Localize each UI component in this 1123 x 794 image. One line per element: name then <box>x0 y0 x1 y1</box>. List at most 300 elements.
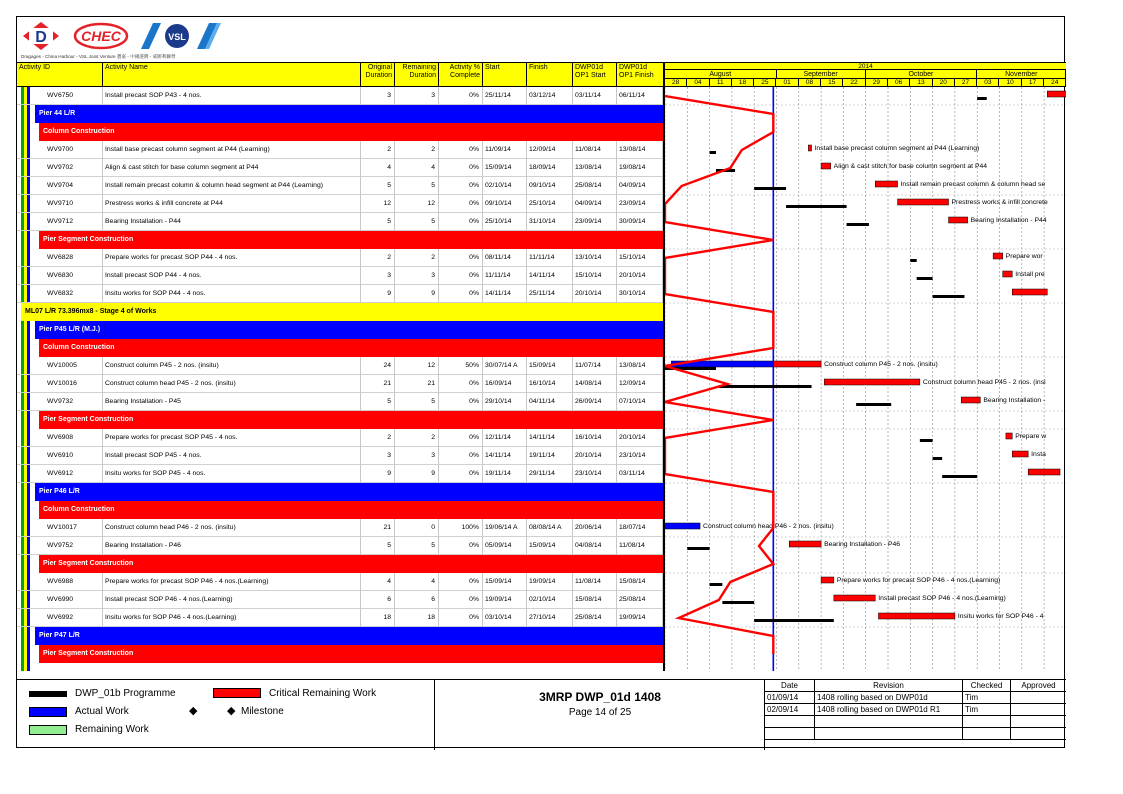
baseline-bar <box>933 457 943 460</box>
timescale-year: 2014 <box>665 63 1066 70</box>
activity-name: Align & cast stitch for base column segment at P44 <box>103 159 361 177</box>
legend-baseline-swatch <box>29 691 67 697</box>
activity-row[interactable] <box>17 519 663 537</box>
remaining-duration: 3 <box>395 267 439 285</box>
finish-date: 25/10/14 <box>527 195 573 213</box>
percent-complete: 0% <box>439 213 483 231</box>
start-date: 19/09/14 <box>483 591 527 609</box>
wbs-band[interactable]: Pier Segment Construction <box>39 645 663 663</box>
vsl-logo <box>139 21 221 51</box>
critical-bar <box>808 145 811 151</box>
revision-header-checked: Checked <box>963 680 1011 692</box>
wbs-band[interactable]: Column Construction <box>39 501 663 519</box>
activity-name: Prepare works for precast SOP P46 - 4 nos.(Learning) <box>103 573 361 591</box>
activity-name: Install base precast column segment at P44 (Learning) <box>103 141 361 159</box>
op1-start-date: 04/08/14 <box>573 537 617 555</box>
remaining-duration: 12 <box>395 195 439 213</box>
gantt-chart <box>663 87 1066 671</box>
percent-complete: 0% <box>439 177 483 195</box>
activity-name: Install remain precast column & column head segment at P44 (Learning) <box>103 177 361 195</box>
header-start[interactable]: Start <box>483 63 527 87</box>
activity-id: WV9704 <box>43 177 103 195</box>
logo-vsl-text: VSL <box>168 32 186 42</box>
activity-row[interactable] <box>17 375 663 393</box>
op1-finish-date: 25/08/14 <box>617 591 663 609</box>
original-duration: 5 <box>361 213 395 231</box>
start-date: 14/11/14 <box>483 285 527 303</box>
legend <box>17 680 435 750</box>
activity-row[interactable] <box>17 267 663 285</box>
finish-date: 25/11/14 <box>527 285 573 303</box>
op1-start-date: 23/09/14 <box>573 213 617 231</box>
original-duration: 2 <box>361 141 395 159</box>
revision-checked: Tim <box>963 692 1011 704</box>
timescale-week: 25 <box>754 79 776 87</box>
milestone-diamond-icon-2: ◆ <box>227 705 236 717</box>
op1-start-date: 20/10/14 <box>573 285 617 303</box>
logo-d-text: D <box>35 29 47 46</box>
timescale-week: 20 <box>933 79 955 87</box>
original-duration: 5 <box>361 537 395 555</box>
op1-finish-date: 18/07/14 <box>617 519 663 537</box>
op1-start-date: 11/07/14 <box>573 357 617 375</box>
original-duration: 5 <box>361 177 395 195</box>
revision-empty-cell <box>1011 716 1066 728</box>
activity-row[interactable] <box>17 573 663 591</box>
activity-id: WV6830 <box>43 267 103 285</box>
original-duration: 12 <box>361 195 395 213</box>
wbs-band[interactable]: Pier P47 L/R <box>35 627 663 645</box>
activity-table <box>17 87 663 671</box>
op1-finish-date: 13/08/14 <box>617 357 663 375</box>
op1-start-date: 03/11/14 <box>573 87 617 105</box>
activity-row[interactable] <box>17 447 663 465</box>
baseline-bar <box>710 151 716 154</box>
original-duration: 3 <box>361 87 395 105</box>
op1-start-date: 23/10/14 <box>573 465 617 483</box>
remaining-duration: 3 <box>395 87 439 105</box>
activity-row[interactable] <box>17 591 663 609</box>
activity-id: WV10016 <box>43 375 103 393</box>
activity-row[interactable] <box>17 141 663 159</box>
revision-empty-cell <box>765 716 815 728</box>
remaining-duration: 21 <box>395 375 439 393</box>
baseline-bar <box>754 187 786 190</box>
op1-start-date: 16/10/14 <box>573 429 617 447</box>
activity-name: Prepare works for precast SOP P45 - 4 nos. <box>103 429 361 447</box>
activity-id: WV6908 <box>43 429 103 447</box>
remaining-duration: 5 <box>395 537 439 555</box>
legend-milestone-label: Milestone <box>241 706 284 717</box>
start-date: 09/10/14 <box>483 195 527 213</box>
activity-row[interactable] <box>17 285 663 303</box>
original-duration: 9 <box>361 285 395 303</box>
activity-name: Construct column head P45 - 2 nos. (insitu) <box>103 375 361 393</box>
original-duration: 2 <box>361 249 395 267</box>
timescale-month: August <box>665 70 777 79</box>
baseline-bar <box>856 403 891 406</box>
revision-header-row <box>765 680 1066 692</box>
baseline-bar <box>933 295 965 298</box>
activity-row[interactable] <box>17 159 663 177</box>
gantt-canvas <box>665 87 1066 671</box>
revision-approved <box>1011 692 1066 704</box>
op1-finish-date: 03/11/14 <box>617 465 663 483</box>
start-date: 16/09/14 <box>483 375 527 393</box>
wbs-band[interactable]: Pier Segment Construction <box>39 555 663 573</box>
start-date: 25/10/14 <box>483 213 527 231</box>
baseline-bar <box>710 583 723 586</box>
activity-row[interactable] <box>17 357 663 375</box>
critical-bar <box>949 217 968 223</box>
original-duration: 4 <box>361 159 395 177</box>
legend-actual-label: Actual Work <box>75 706 129 717</box>
revision-empty-cell <box>963 716 1011 728</box>
start-date: 03/10/14 <box>483 609 527 627</box>
activity-row[interactable] <box>17 537 663 555</box>
timescale-week: 18 <box>732 79 754 87</box>
remaining-duration: 5 <box>395 213 439 231</box>
op1-start-date: 04/09/14 <box>573 195 617 213</box>
percent-complete: 0% <box>439 429 483 447</box>
dragages-logo <box>21 21 61 51</box>
timescale-week: 06 <box>888 79 910 87</box>
critical-bar <box>878 613 954 619</box>
finish-date: 19/09/14 <box>527 573 573 591</box>
original-duration: 2 <box>361 429 395 447</box>
percent-complete: 0% <box>439 159 483 177</box>
finish-date: 18/09/14 <box>527 159 573 177</box>
critical-bar <box>834 595 875 601</box>
timescale-week: 28 <box>665 79 687 87</box>
activity-id: WV10005 <box>43 357 103 375</box>
remaining-duration: 2 <box>395 249 439 267</box>
critical-bar <box>1003 271 1013 277</box>
activity-id: WV6988 <box>43 573 103 591</box>
op1-finish-date: 20/10/14 <box>617 429 663 447</box>
header-remaining-duration[interactable]: Remaining Duration <box>395 63 439 87</box>
original-duration: 3 <box>361 267 395 285</box>
bar-label: Prepare w <box>1015 433 1047 440</box>
revision-empty-cell <box>815 728 963 740</box>
activity-id: WV6990 <box>43 591 103 609</box>
legend-actual-swatch <box>29 707 67 717</box>
finish-date: 02/10/14 <box>527 591 573 609</box>
activity-row[interactable] <box>17 393 663 411</box>
activity-row[interactable] <box>17 195 663 213</box>
activity-id: WV6750 <box>43 87 103 105</box>
critical-bar <box>1047 91 1066 97</box>
remaining-duration: 2 <box>395 429 439 447</box>
start-date: 19/11/14 <box>483 465 527 483</box>
baseline-bar <box>754 619 834 622</box>
timescale-week: 10 <box>1000 79 1022 87</box>
remaining-duration: 4 <box>395 159 439 177</box>
revision-row-empty <box>765 716 1066 728</box>
percent-complete: 0% <box>439 375 483 393</box>
remaining-duration: 2 <box>395 141 439 159</box>
activity-row[interactable] <box>17 213 663 231</box>
percent-complete: 0% <box>439 267 483 285</box>
start-date: 02/10/14 <box>483 177 527 195</box>
legend-critical-label: Critical Remaining Work <box>269 688 377 699</box>
remaining-duration: 5 <box>395 393 439 411</box>
wbs-band[interactable]: Pier Segment Construction <box>39 231 663 249</box>
timescale-week: 24 <box>1044 79 1066 87</box>
op1-start-date: 13/10/14 <box>573 249 617 267</box>
activity-id: WV9732 <box>43 393 103 411</box>
activity-id: WV6912 <box>43 465 103 483</box>
op1-start-date: 14/08/14 <box>573 375 617 393</box>
finish-date: 27/10/14 <box>527 609 573 627</box>
critical-bar <box>824 379 920 385</box>
page-frame <box>16 16 1065 748</box>
op1-start-date: 20/10/14 <box>573 447 617 465</box>
bar-label: Construct column head P46 - 2 nos. (insitu) <box>703 523 834 530</box>
activity-name: Insitu works for SOP P44 - 4 nos. <box>103 285 361 303</box>
timescale-week: 13 <box>910 79 932 87</box>
activity-name: Construct column head P46 - 2 nos. (insitu) <box>103 519 361 537</box>
remaining-duration: 18 <box>395 609 439 627</box>
percent-complete: 0% <box>439 609 483 627</box>
bar-label: Insitu works for SOP P46 - 4 <box>957 613 1044 620</box>
finish-date: 15/09/14 <box>527 537 573 555</box>
revision-row-empty <box>765 728 1066 740</box>
start-date: 15/09/14 <box>483 573 527 591</box>
remaining-duration: 5 <box>395 177 439 195</box>
op1-finish-date: 15/10/14 <box>617 249 663 267</box>
header-activity-name[interactable]: Activity Name <box>103 63 361 87</box>
original-duration: 21 <box>361 519 395 537</box>
finish-date: 14/11/14 <box>527 429 573 447</box>
original-duration: 6 <box>361 591 395 609</box>
op1-start-date: 25/08/14 <box>573 177 617 195</box>
critical-bar <box>821 163 831 169</box>
activity-id: WV9700 <box>43 141 103 159</box>
finish-date: 31/10/14 <box>527 213 573 231</box>
header-finish[interactable]: Finish <box>527 63 573 87</box>
bar-label: Construct column head P45 - 2 nos. (insi <box>922 379 1046 386</box>
baseline-bar <box>847 223 869 226</box>
activity-id: WV6828 <box>43 249 103 267</box>
header-original-duration[interactable]: Original Duration <box>361 63 395 87</box>
op1-finish-date: 30/09/14 <box>617 213 663 231</box>
activity-name: Construct column P45 - 2 nos. (insitu) <box>103 357 361 375</box>
legend-remaining-swatch <box>29 725 67 735</box>
start-date: 19/06/14 A <box>483 519 527 537</box>
wbs-band[interactable]: Pier P46 L/R <box>35 483 663 501</box>
start-date: 11/09/14 <box>483 141 527 159</box>
revision-date: 02/09/14 <box>765 704 815 716</box>
activity-id: WV9710 <box>43 195 103 213</box>
baseline-bar <box>977 97 987 100</box>
op1-start-date: 15/10/14 <box>573 267 617 285</box>
op1-finish-date: 11/08/14 <box>617 537 663 555</box>
activity-name: Insitu works for SOP P45 - 4 nos. <box>103 465 361 483</box>
header-op1-start[interactable]: DWP01d OP1 Start <box>573 63 617 87</box>
finish-date: 12/09/14 <box>527 141 573 159</box>
activity-row[interactable] <box>17 87 663 105</box>
critical-bar <box>773 361 821 367</box>
revision-checked: Tim <box>963 704 1011 716</box>
finish-date: 11/11/14 <box>527 249 573 267</box>
finish-date: 29/11/14 <box>527 465 573 483</box>
op1-finish-date: 19/08/14 <box>617 159 663 177</box>
percent-complete: 0% <box>439 465 483 483</box>
activity-name: Install precast SOP P43 - 4 nos. <box>103 87 361 105</box>
remaining-duration: 9 <box>395 465 439 483</box>
percent-complete: 50% <box>439 357 483 375</box>
activity-name: Install precast SOP P45 - 4 nos. <box>103 447 361 465</box>
start-date: 12/11/14 <box>483 429 527 447</box>
critical-bar <box>961 397 980 403</box>
legend-critical-swatch <box>213 688 261 698</box>
revision-text: 1408 rolling based on DWP01d R1 <box>815 704 963 716</box>
timescale-week: 22 <box>843 79 865 87</box>
baseline-bar <box>942 475 977 478</box>
revision-empty-cell <box>815 716 963 728</box>
revision-empty-cell <box>1011 728 1066 740</box>
progress-line <box>665 96 773 654</box>
percent-complete: 100% <box>439 519 483 537</box>
activity-row[interactable] <box>17 465 663 483</box>
original-duration: 21 <box>361 375 395 393</box>
revision-empty-cell <box>765 728 815 740</box>
op1-finish-date: 04/09/14 <box>617 177 663 195</box>
bar-label: Align & cast stitch for base column segment at P44 <box>833 163 988 170</box>
revision-text: 1408 rolling based on DWP01d <box>815 692 963 704</box>
critical-bar <box>898 199 949 205</box>
critical-bar <box>1012 451 1028 457</box>
activity-name: Bearing Installation - P46 <box>103 537 361 555</box>
op1-finish-date: 23/09/14 <box>617 195 663 213</box>
activity-id: WV9752 <box>43 537 103 555</box>
timescale-month: October <box>866 70 978 79</box>
op1-finish-date: 30/10/14 <box>617 285 663 303</box>
timescale-week: 04 <box>687 79 709 87</box>
wbs-band[interactable]: Column Construction <box>39 123 663 141</box>
page-number: Page 14 of 25 <box>568 707 632 718</box>
op1-start-date: 11/08/14 <box>573 141 617 159</box>
wbs-band[interactable]: Column Construction <box>39 339 663 357</box>
activity-name: Insitu works for SOP P46 - 4 nos.(Learning) <box>103 609 361 627</box>
original-duration: 4 <box>361 573 395 591</box>
finish-date: 19/11/14 <box>527 447 573 465</box>
finish-date: 08/08/14 A <box>527 519 573 537</box>
original-duration: 5 <box>361 393 395 411</box>
header-activity-complete[interactable]: Activity % Complete <box>439 63 483 87</box>
revision-row <box>765 692 1066 704</box>
wbs-band[interactable]: ML07 L/R 73.396mx8 - Stage 4 of Works <box>21 303 663 321</box>
schedule-title: 3MRP DWP_01d 1408 <box>539 690 661 704</box>
start-date: 08/11/14 <box>483 249 527 267</box>
finish-date: 16/10/14 <box>527 375 573 393</box>
bar-label: Prestress works & infill concrete <box>951 199 1048 206</box>
timescale-header <box>663 63 1066 87</box>
wbs-band[interactable]: Pier P45 L/R (M.J.) <box>35 321 663 339</box>
timescale-week: 29 <box>866 79 888 87</box>
op1-finish-date: 20/10/14 <box>617 267 663 285</box>
op1-finish-date: 13/08/14 <box>617 141 663 159</box>
op1-finish-date: 15/08/14 <box>617 573 663 591</box>
activity-row[interactable] <box>17 177 663 195</box>
finish-date: 03/12/14 <box>527 87 573 105</box>
original-duration: 18 <box>361 609 395 627</box>
bar-label: Install pre <box>1015 271 1045 278</box>
activity-id: WV6910 <box>43 447 103 465</box>
timescale-week: 27 <box>955 79 977 87</box>
activity-row[interactable] <box>17 249 663 267</box>
baseline-bar <box>920 439 933 442</box>
op1-start-date: 15/08/14 <box>573 591 617 609</box>
start-date: 29/10/14 <box>483 393 527 411</box>
percent-complete: 0% <box>439 285 483 303</box>
finish-date: 09/10/14 <box>527 177 573 195</box>
activity-name: Bearing Installation - P45 <box>103 393 361 411</box>
finish-date: 04/11/14 <box>527 393 573 411</box>
activity-id: WV6832 <box>43 285 103 303</box>
percent-complete: 0% <box>439 447 483 465</box>
legend-baseline-label: DWP_01b Programme <box>75 688 176 699</box>
bar-label: Bearing Installation - P44 <box>970 217 1047 224</box>
finish-date: 14/11/14 <box>527 267 573 285</box>
timescale-week: 17 <box>1022 79 1044 87</box>
critical-bar <box>993 253 1003 259</box>
revision-header-date: Date <box>765 680 815 692</box>
op1-finish-date: 19/09/14 <box>617 609 663 627</box>
baseline-bar <box>719 385 811 388</box>
activity-row[interactable] <box>17 609 663 627</box>
timescale-month: September <box>777 70 866 79</box>
critical-bar <box>875 181 897 187</box>
start-date: 30/07/14 A <box>483 357 527 375</box>
op1-finish-date: 12/09/14 <box>617 375 663 393</box>
wbs-band[interactable]: Pier Segment Construction <box>39 411 663 429</box>
activity-name: Install precast SOP P46 - 4 nos.(Learning) <box>103 591 361 609</box>
op1-finish-date: 06/11/14 <box>617 87 663 105</box>
percent-complete: 0% <box>439 141 483 159</box>
title-block <box>435 680 765 750</box>
remaining-duration: 6 <box>395 591 439 609</box>
bar-label: Install precast SOP P46 - 4 nos.(Learning) <box>878 595 1006 602</box>
original-duration: 9 <box>361 465 395 483</box>
remaining-duration: 12 <box>395 357 439 375</box>
activity-row[interactable] <box>17 429 663 447</box>
bar-label: Prepare wor <box>1005 253 1043 260</box>
actual-bar <box>665 523 700 529</box>
baseline-bar <box>687 547 709 550</box>
activity-name: Install precast SOP P44 - 4 nos. <box>103 267 361 285</box>
op1-finish-date: 07/10/14 <box>617 393 663 411</box>
bar-label: Install base precast column segment at P44 (Learning) <box>814 145 980 152</box>
baseline-bar <box>917 277 933 280</box>
activity-name: Prepare works for precast SOP P44 - 4 nos. <box>103 249 361 267</box>
chec-logo <box>73 21 129 51</box>
legend-remaining-label: Remaining Work <box>75 724 149 735</box>
logo-chec-text: CHEC <box>81 28 121 44</box>
op1-start-date: 25/08/14 <box>573 609 617 627</box>
revision-header-approved: Approved <box>1021 681 1056 690</box>
revision-approved <box>1011 704 1066 716</box>
revision-empty-cell <box>963 728 1011 740</box>
header-op1-finish[interactable]: DWP01d OP1 Finish <box>619 64 654 79</box>
op1-start-date: 11/08/14 <box>573 573 617 591</box>
start-date: 15/09/14 <box>483 159 527 177</box>
start-date: 25/11/14 <box>483 87 527 105</box>
header-activity-id[interactable]: Activity ID <box>17 63 103 87</box>
wbs-band[interactable]: Pier 44 L/R <box>35 105 663 123</box>
start-date: 14/11/14 <box>483 447 527 465</box>
